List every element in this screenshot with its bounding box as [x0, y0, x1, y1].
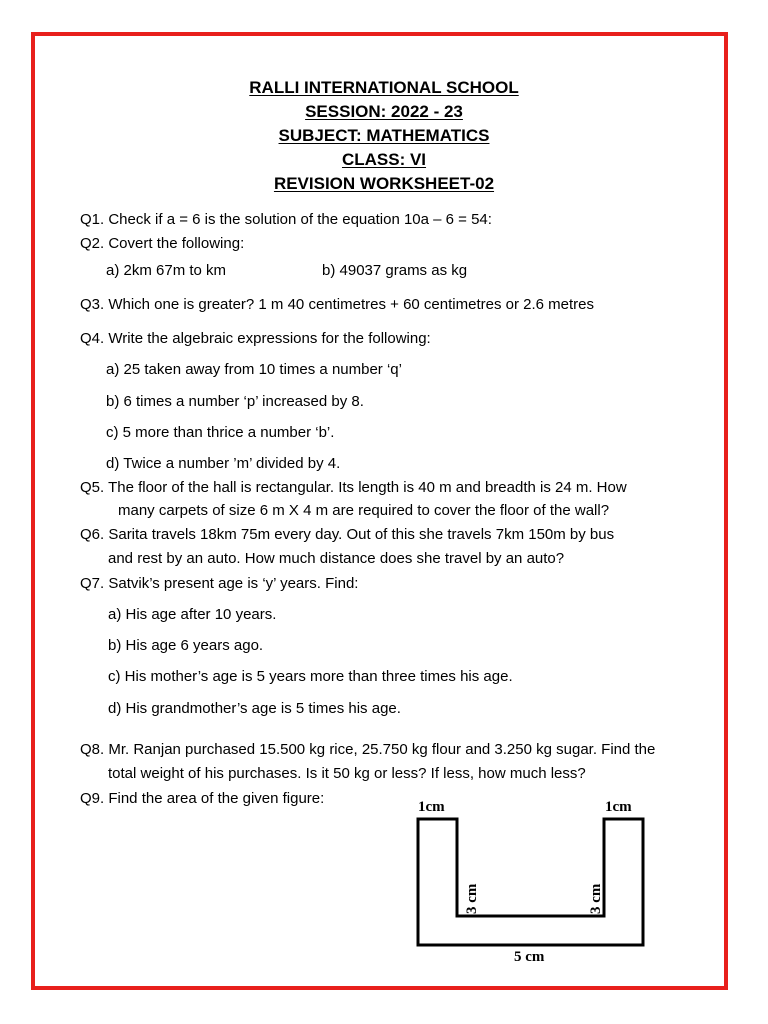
label-top-left: 1cm — [418, 799, 445, 815]
question-5-line-2: many carpets of size 6 m X 4 m are required to cover the floor of the wall? — [118, 502, 610, 519]
question-4: Q4. Write the algebraic expressions for the following: — [80, 330, 431, 347]
question-9: Q9. Find the area of the given figure: — [80, 790, 325, 807]
worksheet-header — [0, 76, 768, 196]
class: CLASS: VI — [341, 150, 427, 169]
question-4d: d) Twice a number ’m’ divided by 4. — [106, 455, 341, 472]
label-top-right: 1cm — [605, 799, 632, 815]
question-4a: a) 25 taken away from 10 times a number ‘q’ — [106, 361, 402, 378]
question-5-line-1: Q5. The floor of the hall is rectangular. Its length is 40 m and breadth is 24 m. How — [80, 479, 627, 496]
worksheet-title: REVISION WORKSHEET-02 — [273, 174, 495, 193]
label-bottom-width: 5 cm — [514, 949, 545, 965]
question-4c: c) 5 more than thrice a number ‘b’. — [106, 424, 335, 441]
question-7a: a) His age after 10 years. — [108, 606, 277, 623]
question-2a: a) 2km 67m to km — [106, 262, 227, 279]
question-2: Q2. Covert the following: — [80, 235, 245, 252]
question-7b: b) His age 6 years ago. — [108, 637, 264, 654]
label-left-height: 3 cm — [464, 883, 480, 914]
u-shape-outline — [418, 819, 643, 945]
question-8-line-1: Q8. Mr. Ranjan purchased 15.500 kg rice, 25.750 kg flour and 3.250 kg sugar. Find the — [80, 741, 656, 758]
question-6-line-1: Q6. Sarita travels 18km 75m every day. Out of this she travels 7km 150m by bus — [80, 526, 615, 543]
label-right-height: 3 cm — [588, 883, 604, 914]
question-8-line-2: total weight of his purchases. Is it 50 kg or less? If less, how much less? — [108, 765, 586, 782]
question-3: Q3. Which one is greater? 1 m 40 centimetres + 60 centimetres or 2.6 metres — [80, 296, 594, 313]
question-4b: b) 6 times a number ‘p’ increased by 8. — [106, 393, 364, 410]
subject: SUBJECT: MATHEMATICS — [278, 126, 490, 145]
question-7d: d) His grandmother’s age is 5 times his age. — [108, 700, 401, 717]
question-6-line-2: and rest by an auto. How much distance does she travel by an auto? — [108, 550, 565, 567]
u-shape-figure — [400, 795, 670, 970]
session: SESSION: 2022 - 23 — [305, 102, 463, 121]
school-name: RALLI INTERNATIONAL SCHOOL — [249, 78, 519, 97]
question-1: Q1. Check if a = 6 is the solution of the equation 10a – 6 = 54: — [80, 211, 492, 228]
question-7: Q7. Satvik’s present age is ‘y’ years. Find: — [80, 575, 359, 592]
question-7c: c) His mother’s age is 5 years more than three times his age. — [108, 668, 513, 685]
question-2b: b) 49037 grams as kg — [322, 262, 468, 279]
